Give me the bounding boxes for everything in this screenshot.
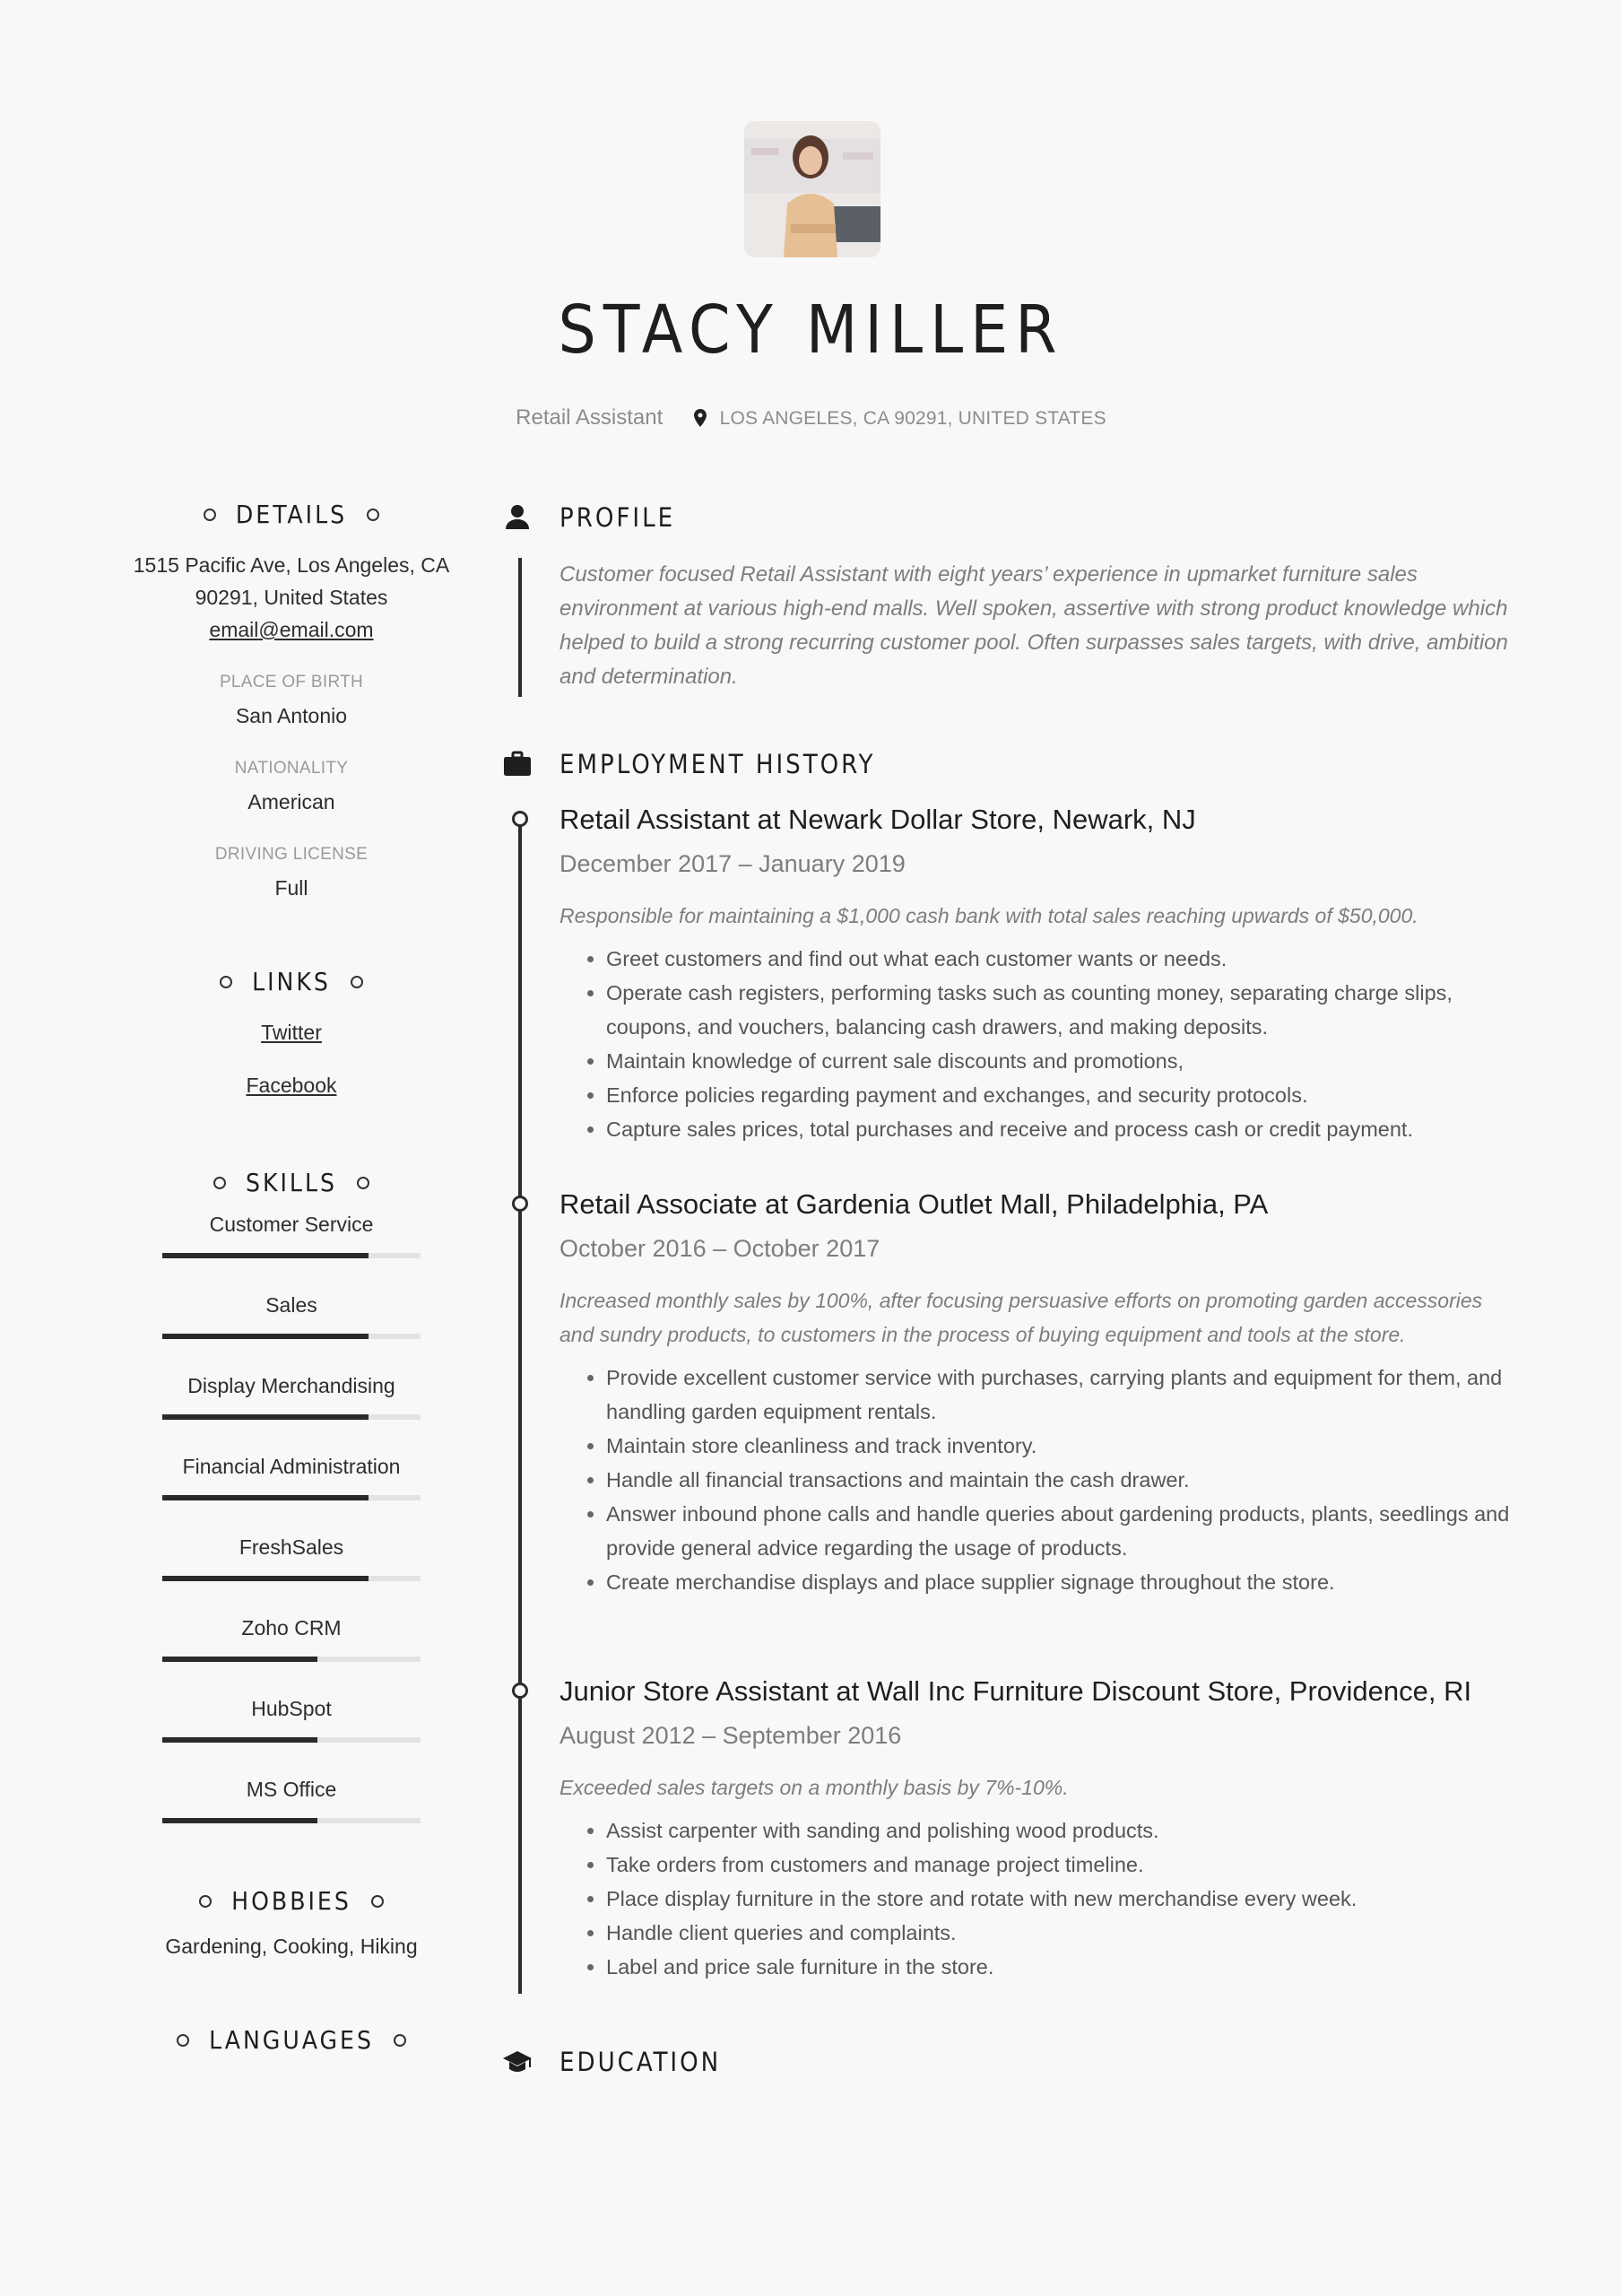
profile-rule	[518, 558, 522, 697]
hobbies-heading	[126, 1886, 457, 1916]
skill-level-bar	[162, 1657, 421, 1662]
header-subline	[0, 405, 1622, 433]
skill-level-fill	[162, 1495, 369, 1500]
nationality-label: NATIONALITY	[234, 759, 349, 778]
skill-item	[126, 1210, 457, 1258]
languages-heading	[126, 2025, 457, 2055]
skill-item	[126, 1533, 457, 1581]
skill-level-fill	[162, 1414, 369, 1420]
links-heading	[126, 967, 457, 996]
graduation-cap-icon	[502, 2047, 533, 2077]
skills-title: SKILLS	[246, 1168, 337, 1197]
skill-level-fill	[162, 1737, 317, 1743]
timeline-dot	[512, 1683, 528, 1699]
education-title: EDUCATION	[559, 2047, 722, 2077]
job-title: Retail Assistant	[516, 405, 664, 430]
facebook-link[interactable]: Facebook	[246, 1074, 337, 1097]
employment-title: EMPLOYMENT HISTORY	[559, 749, 876, 779]
driving-license-label: DRIVING LICENSE	[214, 845, 369, 864]
person-icon	[502, 502, 533, 533]
job-entry-dates: October 2016 – October 2017	[559, 1235, 880, 1262]
circle-icon	[204, 509, 216, 521]
details-title: DETAILS	[235, 500, 348, 529]
skill-level-bar	[162, 1414, 421, 1420]
skill-item	[126, 1291, 457, 1339]
profile-heading	[502, 502, 675, 533]
skill-item	[126, 1775, 457, 1823]
skill-item	[126, 1694, 457, 1743]
skill-item	[126, 1452, 457, 1500]
duty-item: • Take orders from customers and manage project timeline.	[606, 1848, 1519, 1882]
languages-title: LANGUAGES	[209, 2025, 374, 2055]
email-link[interactable]: email@email.com	[209, 618, 374, 641]
duty-item: • Create merchandise displays and place supplier signage throughout the store.	[606, 1565, 1519, 1599]
skill-name: MS Office	[246, 1778, 337, 1801]
employment-heading	[502, 749, 875, 779]
circle-icon	[351, 976, 363, 988]
employment-timeline	[518, 812, 522, 1994]
duty-item: • Handle all financial transactions and maintain the cash drawer.	[606, 1463, 1519, 1497]
job-entry	[559, 1187, 1519, 1599]
job-entry-summary: Exceeded sales targets on a monthly basis by 7%-10%.	[559, 1776, 1069, 1799]
skill-name: FreshSales	[239, 1535, 344, 1559]
skill-level-bar	[162, 1495, 421, 1500]
sidebar	[126, 498, 457, 2055]
circle-icon	[220, 976, 232, 988]
circle-icon	[213, 1177, 226, 1189]
place-of-birth: San Antonio	[235, 704, 348, 727]
location: LOS ANGELES, CA 90291, UNITED STATES	[719, 408, 1106, 429]
timeline-dot	[512, 1196, 528, 1212]
duty-item: • Handle client queries and complaints.	[606, 1916, 1519, 1950]
candidate-name: STACY MILLER	[558, 291, 1064, 369]
duty-item: • Greet customers and find out what each customer wants or needs.	[606, 942, 1519, 976]
circle-icon	[199, 1895, 212, 1908]
circle-icon	[371, 1895, 384, 1908]
circle-icon	[357, 1177, 369, 1189]
circle-icon	[177, 2034, 189, 2047]
job-duties	[559, 1813, 1519, 1984]
hobbies-text: Gardening, Cooking, Hiking	[165, 1935, 418, 1958]
duty-item: • Place display furniture in the store and rotate with new merchandise every week.	[606, 1882, 1519, 1916]
twitter-link[interactable]: Twitter	[261, 1021, 322, 1044]
skill-level-bar	[162, 1253, 421, 1258]
nationality: American	[247, 790, 335, 813]
duty-item: • Maintain store cleanliness and track inventory.	[606, 1429, 1519, 1463]
job-entry-summary: Increased monthly sales by 100%, after focusing persuasive efforts on promoting garden accessories and sundry products, to customers in the process of buying equipment and tools at the store.	[559, 1289, 1483, 1346]
job-duties	[559, 1361, 1519, 1599]
details-heading	[126, 500, 457, 529]
skills-heading	[126, 1168, 457, 1197]
links-title: LINKS	[252, 967, 331, 996]
skill-level-fill	[162, 1818, 317, 1823]
circle-icon	[394, 2034, 406, 2047]
skill-level-bar	[162, 1576, 421, 1581]
skill-level-fill	[162, 1657, 317, 1662]
job-entry-title: Retail Associate at Gardenia Outlet Mall, Philadelphia, PA	[559, 1188, 1269, 1220]
profile-text: Customer focused Retail Assistant with eight years’ experience in upmarket furniture sales environment at various high-end malls. Well spoken, assertive with strong product knowledge which helped to build a strong recurring customer pool. Often surpasses sales targets, with drive, ambition and determination.	[559, 562, 1508, 689]
duty-item: • Maintain knowledge of current sale discounts and promotions,	[606, 1044, 1519, 1078]
job-entry-summary: Responsible for maintaining a $1,000 cash bank with total sales reaching upwards of $50,000.	[559, 904, 1418, 927]
job-entry	[559, 802, 1519, 1146]
skill-level-bar	[162, 1818, 421, 1823]
duty-item: • Assist carpenter with sanding and polishing wood products.	[606, 1813, 1519, 1848]
job-entry	[559, 1674, 1519, 1984]
duty-item: • Operate cash registers, performing tasks such as counting money, separating charge slips, coupons, and vouchers, balancing cash drawers, and making deposits.	[606, 976, 1519, 1044]
driving-license: Full	[274, 876, 308, 900]
duty-item: • Answer inbound phone calls and handle queries about gardening products, plants, seedlings and provide general advice regarding the usage of products.	[606, 1497, 1519, 1565]
duty-item: • Provide excellent customer service with purchases, carrying plants and equipment for them, and handling garden equipment rentals.	[606, 1361, 1519, 1429]
job-entry-title: Retail Assistant at Newark Dollar Store, Newark, NJ	[559, 804, 1196, 835]
duty-item: • Enforce policies regarding payment and exchanges, and security protocols.	[606, 1078, 1519, 1112]
address-line-2: 90291, United States	[195, 586, 388, 609]
skill-level-fill	[162, 1334, 369, 1339]
skill-name: Customer Service	[209, 1213, 374, 1236]
circle-icon	[367, 509, 379, 521]
skill-name: Financial Administration	[182, 1455, 401, 1478]
skill-level-fill	[162, 1576, 369, 1581]
skill-level-bar	[162, 1737, 421, 1743]
skill-level-bar	[162, 1334, 421, 1339]
timeline-dot	[512, 811, 528, 827]
skill-item	[126, 1371, 457, 1420]
skill-name: Zoho CRM	[241, 1616, 342, 1639]
skill-level-fill	[162, 1253, 369, 1258]
skill-item	[126, 1613, 457, 1662]
skill-name: Sales	[265, 1293, 317, 1317]
job-entry-title: Junior Store Assistant at Wall Inc Furniture Discount Store, Providence, RI	[559, 1675, 1472, 1707]
skill-name: HubSpot	[251, 1697, 332, 1720]
briefcase-icon	[502, 749, 533, 779]
skill-name: Display Merchandising	[187, 1374, 395, 1397]
skills-list	[126, 1210, 457, 1823]
hobbies-title: HOBBIES	[231, 1886, 351, 1916]
job-duties	[559, 942, 1519, 1146]
profile-photo	[744, 121, 880, 257]
place-of-birth-label: PLACE OF BIRTH	[219, 673, 364, 691]
duty-item: • Label and price sale furniture in the store.	[606, 1950, 1519, 1984]
address-line-1: 1515 Pacific Ave, Los Angeles, CA	[133, 553, 450, 577]
job-entry-dates: August 2012 – September 2016	[559, 1722, 902, 1749]
location-pin-icon	[694, 408, 707, 433]
duty-item: • Capture sales prices, total purchases and receive and process cash or credit payment.	[606, 1112, 1519, 1146]
education-heading	[502, 2047, 721, 2077]
profile-title: PROFILE	[559, 502, 676, 533]
job-entry-dates: December 2017 – January 2019	[559, 850, 906, 877]
